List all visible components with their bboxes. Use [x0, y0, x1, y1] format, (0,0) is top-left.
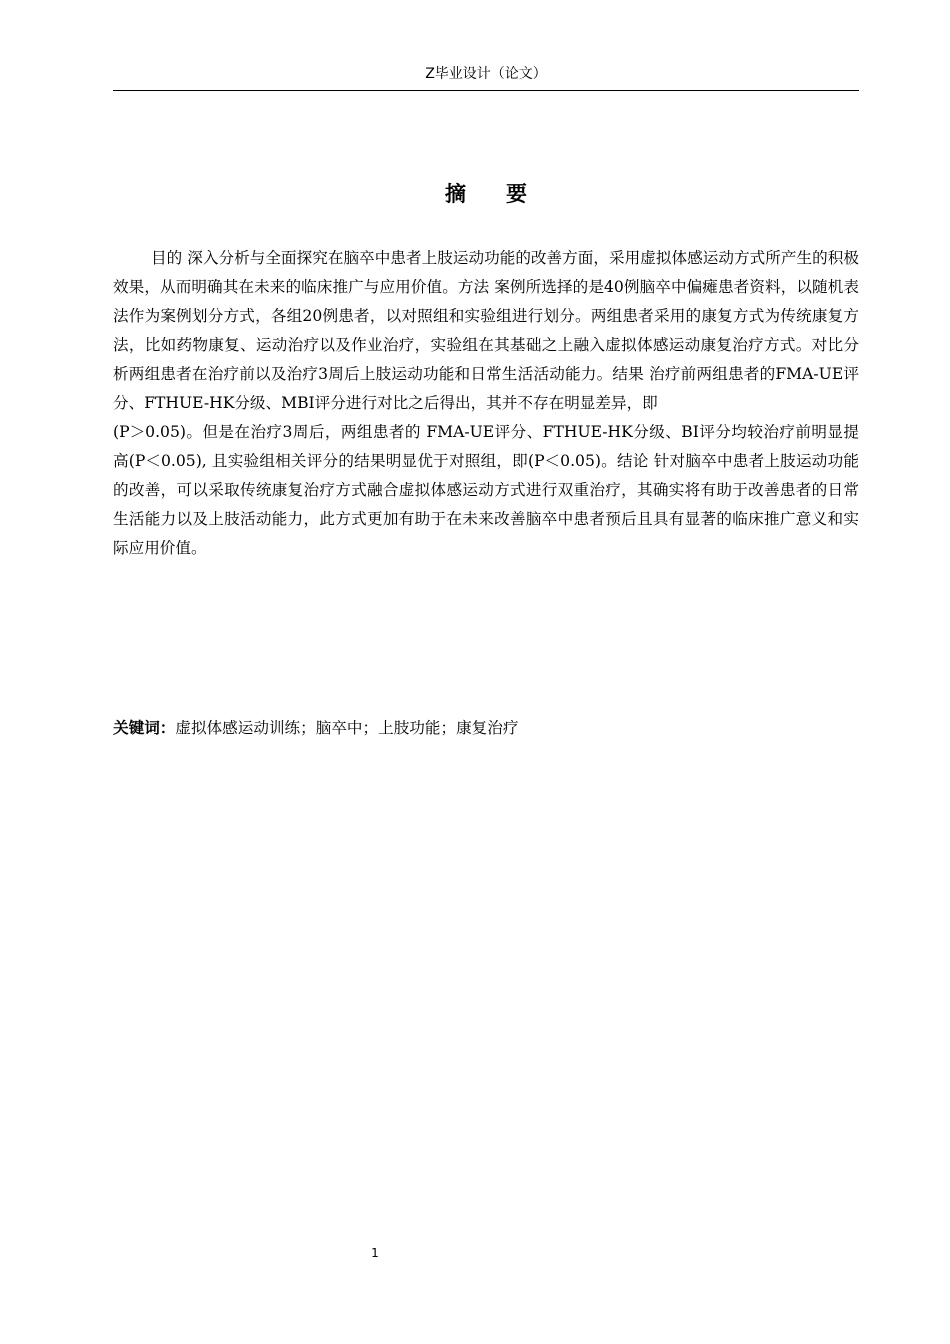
abstract-paragraph-2: (P＞0.05)。但是在治疗3周后，两组患者的 FMA-UE评分、FTHUE-HK分级、BI评分均较治疗前明显提高(P＜0.05), 且实验组相关评分的结果明显优于对照组，即(P＜0.05)。结论 针对脑卒中患者上肢运动功能的改善，可以采取传统康复治疗方式融合虚拟体感运动方式进行双重治疗，其确实将有助于改善患者的日常生活能力以及上肢活动能力，此方式更加有助于在未来改善脑卒中患者预后且具有显著的临床推广意义和实际应用价值。 [113, 423, 859, 557]
page-number: 1 [371, 1246, 379, 1260]
page-header [113, 62, 859, 91]
keywords-line [113, 714, 859, 742]
abstract-body [113, 244, 859, 563]
header-title: Z毕业设计（论文） [425, 66, 547, 82]
keywords-terms: 虚拟体感运动训练；脑卒中；上肢功能；康复治疗 [175, 719, 519, 737]
keywords-label: 关键词： [113, 719, 176, 737]
abstract-paragraph-1: 目的 深入分析与全面探究在脑卒中患者上肢运动功能的改善方面，采用虚拟体感运动方式所产生的积极效果，从而明确其在未来的临床推广与应用价值。方法 案例所选择的是40例脑卒中偏瘫患者资料，以随机表法作为案例划分方式，各组20例患者，以对照组和实验组进行划分。两组患者采用的康复方式为传统康复方法，比如药物康复、运动治疗以及作业治疗，实验组在其基础之上融入虚拟体感运动康复治疗方式。对比分析两组患者在治疗前以及治疗3周后上肢运动功能和日常生活活动能力。结果 治疗前两组患者的FMA-UE评分、FTHUE-HK分级、MBI评分进行对比之后得出，其并不存在明显差异，即 [113, 249, 859, 412]
abstract-title: 摘要 [445, 182, 567, 206]
